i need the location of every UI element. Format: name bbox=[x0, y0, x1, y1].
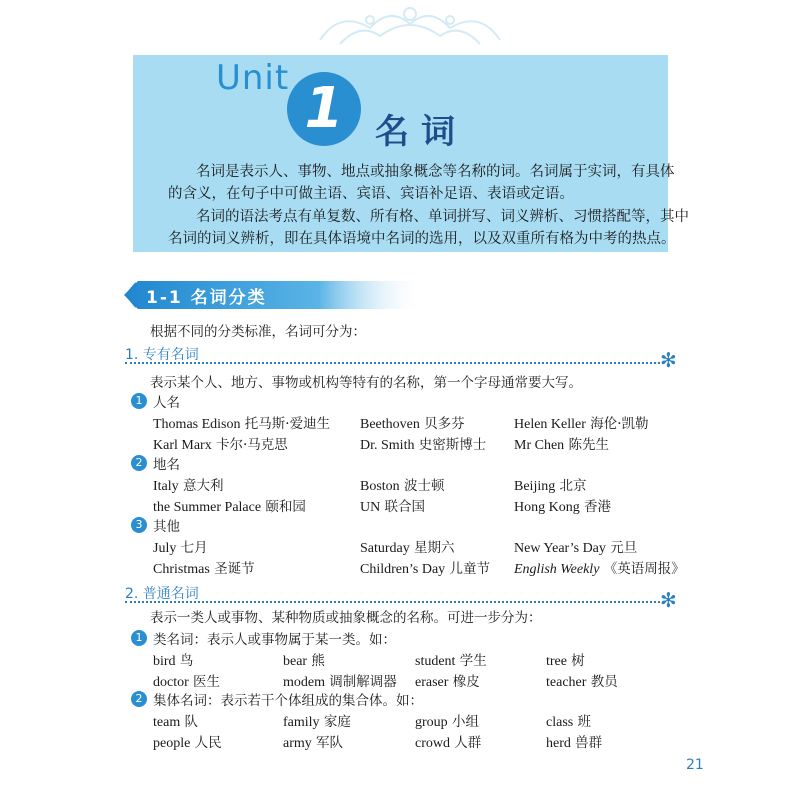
word-chinese: 熊 bbox=[307, 653, 325, 669]
word-entry bbox=[283, 670, 397, 691]
word-english: herd bbox=[546, 736, 571, 751]
word-english: bear bbox=[283, 654, 308, 669]
word-chinese: 鸟 bbox=[175, 653, 194, 669]
word-chinese: 人群 bbox=[450, 735, 482, 751]
word-chinese: 队 bbox=[180, 714, 199, 730]
word-chinese: 人民 bbox=[190, 735, 222, 751]
word-chinese: 波士顿 bbox=[399, 478, 445, 494]
word-chinese: 意大利 bbox=[178, 478, 224, 494]
word-entry bbox=[283, 649, 325, 670]
word-chinese: 树 bbox=[566, 653, 585, 669]
word-english: class bbox=[546, 715, 574, 730]
word-english: student bbox=[415, 654, 456, 669]
word-chinese: 军队 bbox=[311, 735, 344, 751]
word-entry bbox=[514, 536, 637, 557]
word-english: Mr Chen bbox=[514, 438, 565, 453]
unit-number-badge: 1 bbox=[287, 72, 361, 146]
word-entry bbox=[360, 474, 444, 495]
word-chinese: 海伦·凯勒 bbox=[585, 416, 649, 432]
word-english: Children’s Day bbox=[360, 562, 446, 577]
common-divider bbox=[125, 601, 660, 603]
word-english: Italy bbox=[153, 479, 179, 494]
word-chinese: 颐和园 bbox=[261, 499, 306, 515]
word-chinese: 星期六 bbox=[409, 540, 455, 556]
word-entry bbox=[360, 495, 425, 516]
top-ornament bbox=[300, 0, 520, 46]
word-entry bbox=[546, 710, 591, 731]
word-chinese: 七月 bbox=[176, 540, 208, 556]
page-number: 21 bbox=[686, 757, 704, 773]
word-chinese: 托马斯·爱迪生 bbox=[240, 416, 331, 432]
word-entry bbox=[514, 412, 649, 433]
word-entry bbox=[283, 731, 343, 752]
proper-divider bbox=[125, 362, 660, 364]
item-number-badge: 2 bbox=[131, 691, 147, 707]
item-number-badge: 2 bbox=[131, 455, 147, 471]
intro-line-2: 的含义，在句子中可做主语、宾语、宾语补足语、表语或定语。 bbox=[168, 186, 574, 202]
word-entry bbox=[153, 557, 255, 578]
word-english: Helen Keller bbox=[514, 417, 586, 432]
word-entry bbox=[153, 710, 198, 731]
word-entry bbox=[153, 433, 288, 454]
section-title: 1-1 名词分类 bbox=[146, 288, 267, 308]
word-english: Dr. Smith bbox=[360, 438, 415, 453]
word-entry bbox=[546, 731, 602, 752]
word-chinese: 儿童节 bbox=[445, 561, 490, 577]
word-chinese: 小组 bbox=[447, 714, 479, 730]
word-entry bbox=[283, 710, 351, 731]
word-english: army bbox=[283, 736, 312, 751]
word-entry bbox=[360, 433, 486, 454]
word-chinese: 调制解调器 bbox=[325, 674, 397, 690]
word-english: UN bbox=[360, 500, 381, 515]
common-desc: 表示一类人或事物、某种物质或抽象概念的名称。可进一步分为： bbox=[150, 610, 542, 626]
group-label: 地名 bbox=[153, 457, 180, 473]
intro-line-4: 名词的词义辨析，即在具体语境中名词的选用，以及双重所有格为中考的热点。 bbox=[168, 231, 676, 247]
word-entry bbox=[153, 670, 220, 691]
unit-word: Unit bbox=[216, 58, 290, 98]
word-chinese: 陈先生 bbox=[564, 437, 609, 453]
word-chinese: 兽群 bbox=[570, 735, 603, 751]
word-chinese: 北京 bbox=[555, 478, 587, 494]
word-entry bbox=[153, 495, 306, 516]
word-english: Boston bbox=[360, 479, 400, 494]
word-entry bbox=[415, 731, 481, 752]
word-entry bbox=[415, 670, 480, 691]
word-chinese: 贝多芬 bbox=[419, 416, 465, 432]
proper-desc: 表示某个人、地方、事物或机构等特有的名称，第一个字母通常要大写。 bbox=[150, 375, 582, 391]
word-english: crowd bbox=[415, 736, 450, 751]
word-english: Thomas Edison bbox=[153, 417, 241, 432]
word-chinese: 学生 bbox=[455, 653, 487, 669]
word-entry bbox=[153, 731, 222, 752]
word-entry bbox=[415, 710, 479, 731]
group-label: 人名 bbox=[153, 395, 180, 411]
word-english: people bbox=[153, 736, 191, 751]
unit-title: 名词 bbox=[375, 112, 467, 152]
item-number-badge: 1 bbox=[131, 630, 147, 646]
snowflake-icon: ✻ bbox=[660, 348, 677, 372]
word-entry bbox=[514, 433, 609, 454]
word-entry bbox=[514, 495, 611, 516]
word-entry bbox=[360, 412, 465, 433]
word-chinese: 教员 bbox=[586, 674, 618, 690]
word-english: eraser bbox=[415, 675, 449, 690]
group-label: 其他 bbox=[153, 519, 180, 535]
word-english: Beethoven bbox=[360, 417, 420, 432]
word-entry bbox=[360, 536, 455, 557]
word-english: Karl Marx bbox=[153, 438, 212, 453]
word-entry bbox=[153, 474, 223, 495]
word-english: tree bbox=[546, 654, 567, 669]
word-entry bbox=[546, 670, 618, 691]
lead-text: 根据不同的分类标准，名词可分为： bbox=[150, 324, 366, 340]
word-chinese: 医生 bbox=[188, 674, 221, 690]
word-chinese: 《英语周报》 bbox=[599, 561, 685, 577]
word-english: family bbox=[283, 715, 320, 730]
item-number-badge: 3 bbox=[131, 517, 147, 533]
word-chinese: 家庭 bbox=[319, 714, 351, 730]
word-chinese: 元旦 bbox=[605, 540, 638, 556]
word-english: the Summer Palace bbox=[153, 500, 262, 515]
word-english: New Year’s Day bbox=[514, 541, 606, 556]
intro-line-3: 名词的语法考点有单复数、所有格、单词拼写、词义辨析、习惯搭配等，其中 bbox=[196, 209, 689, 225]
word-entry bbox=[153, 649, 193, 670]
word-entry bbox=[360, 557, 490, 578]
word-english: doctor bbox=[153, 675, 189, 690]
snowflake-icon: ✻ bbox=[660, 588, 677, 612]
proper-noun-heading: 1. 专有名词 bbox=[125, 347, 199, 363]
word-chinese: 橡皮 bbox=[448, 674, 480, 690]
word-english: Christmas bbox=[153, 562, 210, 577]
word-entry bbox=[546, 649, 585, 670]
item-number-badge: 1 bbox=[131, 393, 147, 409]
group-label: 集体名词：表示若干个体组成的集合体。如： bbox=[153, 693, 423, 709]
group-label: 类名词：表示人或事物属于某一类。如： bbox=[153, 632, 396, 648]
word-english: group bbox=[415, 715, 448, 730]
word-entry bbox=[514, 557, 685, 578]
word-entry bbox=[153, 412, 330, 433]
word-english: teacher bbox=[546, 675, 587, 690]
word-english: July bbox=[153, 541, 177, 556]
word-entry bbox=[514, 474, 587, 495]
word-english: team bbox=[153, 715, 181, 730]
word-chinese: 卡尔·马克思 bbox=[211, 437, 288, 453]
word-english: bird bbox=[153, 654, 176, 669]
word-english: Saturday bbox=[360, 541, 410, 556]
word-chinese: 联合国 bbox=[380, 499, 426, 515]
word-entry bbox=[153, 536, 208, 557]
common-noun-heading: 2. 普通名词 bbox=[125, 586, 199, 602]
word-chinese: 班 bbox=[573, 714, 592, 730]
word-chinese: 史密斯博士 bbox=[414, 437, 487, 453]
word-english: English Weekly bbox=[514, 562, 600, 577]
word-english: Hong Kong bbox=[514, 500, 580, 515]
word-chinese: 香港 bbox=[579, 499, 612, 515]
word-chinese: 圣诞节 bbox=[209, 561, 255, 577]
word-english: Beijing bbox=[514, 479, 556, 494]
word-english: modem bbox=[283, 675, 325, 690]
word-entry bbox=[415, 649, 487, 670]
intro-line-1: 名词是表示人、事物、地点或抽象概念等名称的词。名词属于实词，有具体 bbox=[196, 164, 675, 180]
